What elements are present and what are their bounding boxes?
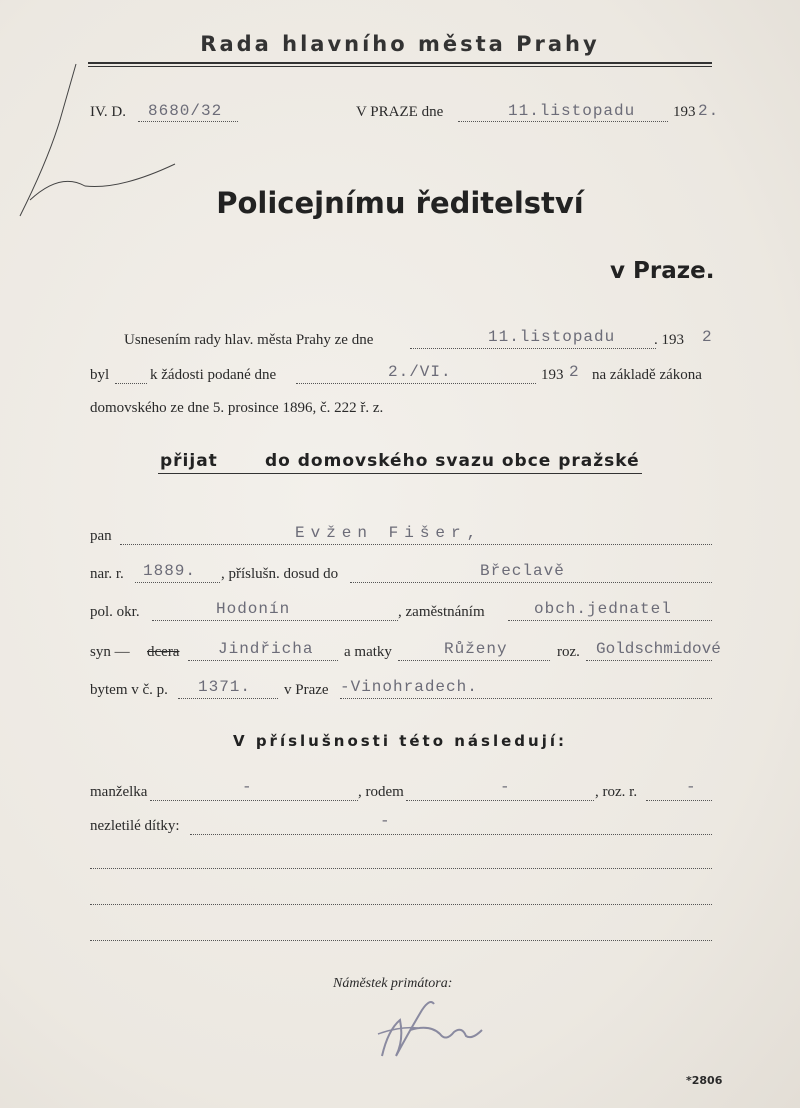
nar-label: nar. r. <box>90 566 124 582</box>
vpraze-label: v Praze <box>284 682 329 698</box>
mother-maiden: Goldschmidové <box>596 640 721 658</box>
syn-label: syn — <box>90 644 130 660</box>
date-line <box>458 121 668 122</box>
dcera-label: dcera <box>147 644 180 660</box>
org-header: Rada hlavního města Prahy <box>200 32 600 56</box>
place-label: V PRAZE dne <box>356 104 444 120</box>
zam-label: , zaměstnáním <box>398 604 485 620</box>
body-line2-byl: byl <box>90 367 110 383</box>
zam-value: obch.jednatel <box>534 600 672 618</box>
roz-label: roz. <box>557 644 580 660</box>
blank-line-3 <box>90 940 712 941</box>
deti-value: - <box>380 812 391 830</box>
body-line1-year-typed: 2 <box>702 328 713 346</box>
ref-number: 8680/32 <box>148 102 223 120</box>
body-line3: domovského ze dne 5. prosince 1896, č. 222 ř. z. <box>90 400 384 416</box>
ref-year-print: 193 <box>673 104 696 120</box>
body-line1-date: 11.listopadu <box>488 328 616 346</box>
prislus-line <box>350 582 712 583</box>
nar-line <box>135 582 220 583</box>
ref-date: 11.listopadu <box>508 102 636 120</box>
body-line1: Usnesením rady hlav. města Prahy ze dne <box>124 332 374 348</box>
district-line <box>340 698 712 699</box>
addressee-city: v Praze. <box>610 258 715 284</box>
manzelka-label: manželka <box>90 784 148 800</box>
body-line2-year-typed: 2 <box>569 363 580 381</box>
body-line2-year: 193 <box>541 367 564 383</box>
body-line1-year: . 193 <box>654 332 684 348</box>
mother-name: Růženy <box>444 640 508 658</box>
cp-line <box>178 698 278 699</box>
pan-label: pan <box>90 528 112 544</box>
okr-value: Hodonín <box>216 600 291 618</box>
ref-year-typed: 2. <box>698 102 720 120</box>
decision-underline <box>158 473 642 474</box>
body-line1-date-line <box>410 348 656 349</box>
rozr-line <box>646 800 712 801</box>
body-line2-zadost: k žádosti podané dne <box>150 367 277 383</box>
body-line2-date-line <box>296 383 536 384</box>
ref-number-line <box>138 121 238 122</box>
blank-line-2 <box>90 904 712 905</box>
mother-line <box>398 660 550 661</box>
manzelka-value: - <box>242 778 253 796</box>
body-line2-date: 2./VI. <box>388 363 452 381</box>
handwritten-signature <box>370 990 500 1070</box>
prislus-value: Břeclavě <box>480 562 565 580</box>
rodem-line <box>406 800 594 801</box>
addressee-title: Policejnímu ředitelství <box>216 186 584 220</box>
body-line2-zakon: na základě zákona <box>592 367 702 383</box>
okr-label: pol. okr. <box>90 604 140 620</box>
decision-word: přijat <box>160 451 218 471</box>
rozr-value: - <box>686 778 697 796</box>
deti-label: nezletilé dítky: <box>90 818 180 834</box>
maiden-line <box>586 660 712 661</box>
person-name: Evžen Fišer, <box>295 524 483 542</box>
blank-line-1 <box>90 868 712 869</box>
decision-rest: do domovského svazu obce pražské <box>265 451 640 471</box>
pan-line <box>120 544 712 545</box>
bytem-label: bytem v č. p. <box>90 682 168 698</box>
ref-prefix: IV. D. <box>90 104 126 120</box>
birth-year: 1889. <box>143 562 197 580</box>
members-heading: V příslušnosti této následují: <box>232 732 567 750</box>
father-name: Jindřicha <box>218 640 314 658</box>
rozr-label: , roz. r. <box>595 784 638 800</box>
district-value: -Vinohradech. <box>340 678 478 696</box>
prislus-label: , příslušn. dosud do <box>221 566 339 582</box>
father-line <box>188 660 338 661</box>
manzelka-line <box>150 800 358 801</box>
form-number: *2806 <box>686 1074 723 1087</box>
rodem-value: - <box>500 778 511 796</box>
matka-label: a matky <box>344 644 392 660</box>
signature-label: Náměstek primátora: <box>333 976 453 991</box>
deti-line <box>190 834 712 835</box>
okr-line <box>152 620 398 621</box>
body-line2-byl-line <box>115 383 147 384</box>
zam-line <box>508 620 712 621</box>
rodem-label: , rodem <box>358 784 404 800</box>
cp-value: 1371. <box>198 678 252 696</box>
